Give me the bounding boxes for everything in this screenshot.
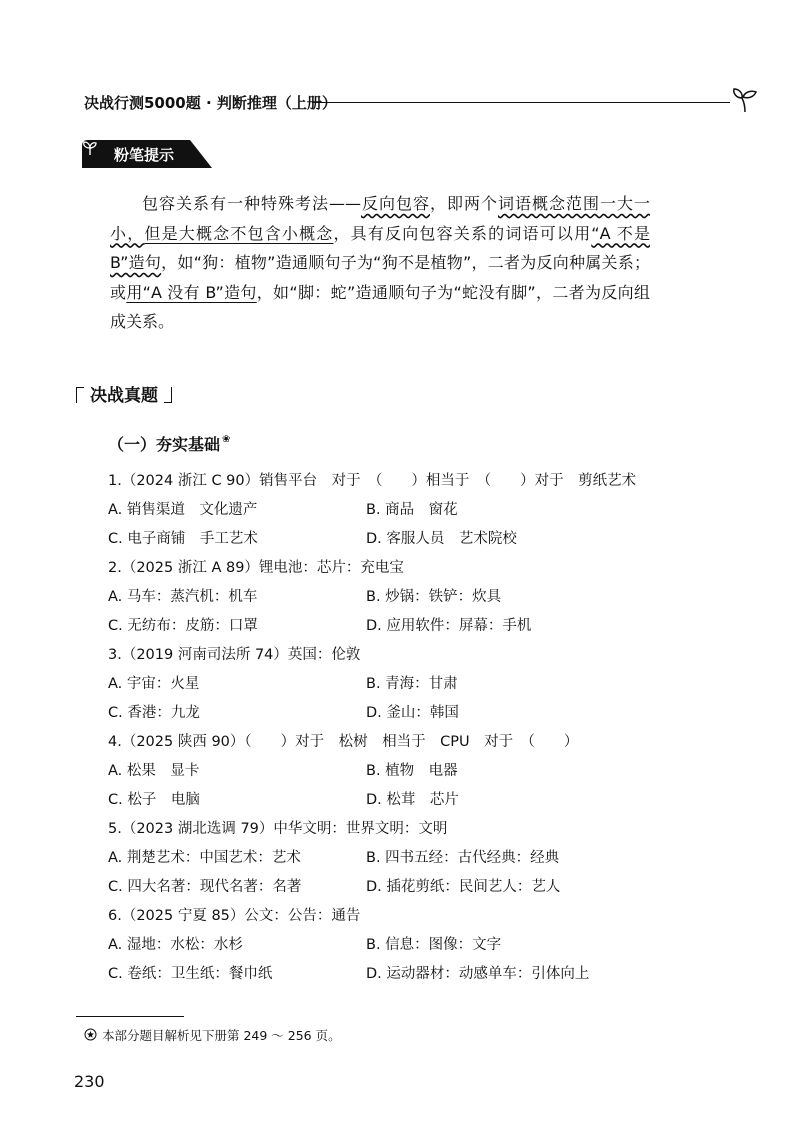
option-c: C. 卷纸：卫生纸：餐巾纸	[108, 966, 273, 982]
sprout-icon	[730, 84, 760, 114]
option-row	[108, 496, 668, 525]
wavy-emphasis: “A 不是 B”造句	[110, 223, 650, 272]
question-stem: 2.（2025 浙江 A 89）锂电池：芯片：充电宝	[108, 560, 404, 576]
footnote-mark-icon	[84, 1028, 97, 1041]
wavy-emphasis: 反向包容	[360, 194, 430, 213]
bracket-right-icon	[164, 387, 172, 403]
option-row	[108, 786, 668, 815]
option-row	[108, 844, 668, 873]
option-a: A. 销售渠道 文化遗产	[108, 502, 258, 518]
tip-text	[110, 189, 650, 337]
text-segment: ，如“脚：蛇”造通顺句子为“蛇没有脚”，二者为反向组成关系。	[110, 282, 650, 331]
option-row	[108, 583, 668, 612]
header-rule	[312, 102, 730, 103]
text-segment: ，如“狗：植物”造通顺句子为“狗不是植物”，二者为反向种属关系；或	[110, 253, 650, 302]
book-title: 决战行测5000题 · 判断推理（上册）	[84, 94, 337, 112]
section-title-text: 决战真题	[90, 386, 158, 406]
option-row	[108, 931, 668, 960]
option-a: A. 松果 显卡	[108, 763, 200, 779]
tip-paragraph	[110, 189, 650, 337]
option-d: D. 釜山：韩国	[366, 705, 459, 721]
option-d: D. 插花剪纸：民间艺人：艺人	[366, 879, 561, 895]
option-a: A. 马车：蒸汽机：机车	[108, 589, 258, 605]
question-stem: 1.（2024 浙江 C 90）销售平台 对于 （ ）相当于 （ ）对于 剪纸艺术	[108, 473, 637, 489]
bracket-left-icon	[76, 387, 84, 403]
question-4	[108, 728, 668, 815]
running-header	[84, 90, 684, 120]
option-b: B. 炒锅：铁铲：炊具	[366, 589, 502, 605]
question-stem: 6.（2025 宁夏 85）公文：公告：通告	[108, 908, 361, 924]
option-b: B. 四书五经：古代经典：经典	[366, 850, 560, 866]
option-b: B. 商品 窗花	[366, 502, 458, 518]
option-c: C. 香港：九龙	[108, 705, 200, 721]
option-row	[108, 960, 668, 989]
subsection-title	[108, 432, 230, 455]
footnote-mark-icon: ❀	[222, 434, 231, 445]
question-6	[108, 902, 668, 989]
option-row	[108, 699, 668, 728]
question-3	[108, 641, 668, 728]
underline-emphasis: 但是大概念不包含小概念	[144, 223, 334, 243]
question-5	[108, 815, 668, 902]
option-row	[108, 873, 668, 902]
question-stem: 3.（2019 河南司法所 74）英国：伦敦	[108, 647, 361, 663]
text-segment: ，具有反向包容关系的词语可以用	[333, 223, 592, 243]
option-b: B. 信息：图像：文字	[366, 937, 502, 953]
option-d: D. 应用软件：屏幕：手机	[366, 618, 532, 634]
option-a: A. 荆楚艺术：中国艺术：艺术	[108, 850, 301, 866]
option-d: D. 客服人员 艺术院校	[366, 531, 517, 547]
option-a: A. 湿地：水松：水杉	[108, 937, 243, 953]
question-list	[108, 467, 668, 989]
footnote-text: 本部分题目解析见下册第 249 ～ 256 页。	[102, 1028, 341, 1043]
page-number: 230	[74, 1072, 105, 1091]
wavy-emphasis: 词语概念范围一大一小，	[110, 194, 650, 243]
question-2	[108, 554, 668, 641]
question-stem: 5.（2023 湖北选调 79）中华文明：世界文明：文明	[108, 821, 448, 837]
leaf-icon	[82, 140, 98, 156]
text-segment: 包容关系有一种特殊考法——	[142, 194, 361, 213]
option-row	[108, 670, 668, 699]
option-row	[108, 525, 668, 554]
option-a: A. 宇宙：火星	[108, 676, 200, 692]
underline-emphasis: 用“A 没有 B”造句	[126, 282, 257, 302]
option-c: C. 四大名著：现代名著：名著	[108, 879, 302, 895]
option-d: D. 运动器材：动感单车：引体向上	[366, 966, 590, 982]
option-row	[108, 612, 668, 641]
option-b: B. 植物 电器	[366, 763, 458, 779]
tip-label: 粉笔提示	[114, 146, 175, 164]
question-1	[108, 467, 668, 554]
tip-badge	[82, 140, 212, 168]
section-title	[76, 381, 172, 406]
option-c: C. 电子商铺 手工艺术	[108, 531, 258, 547]
option-c: C. 无纺布：皮筋：口罩	[108, 618, 258, 634]
option-row	[108, 757, 668, 786]
option-b: B. 青海：甘肃	[366, 676, 458, 692]
text-segment: ，即两个	[429, 194, 498, 213]
footnote-rule	[76, 1016, 184, 1017]
option-c: C. 松子 电脑	[108, 792, 200, 808]
subsection-title-text: （一）夯实基础	[108, 435, 221, 454]
question-stem: 4.（2025 陕西 90）（ ）对于 松树 相当于 CPU 对于 （ ）	[108, 734, 579, 750]
option-d: D. 松茸 芯片	[366, 792, 459, 808]
